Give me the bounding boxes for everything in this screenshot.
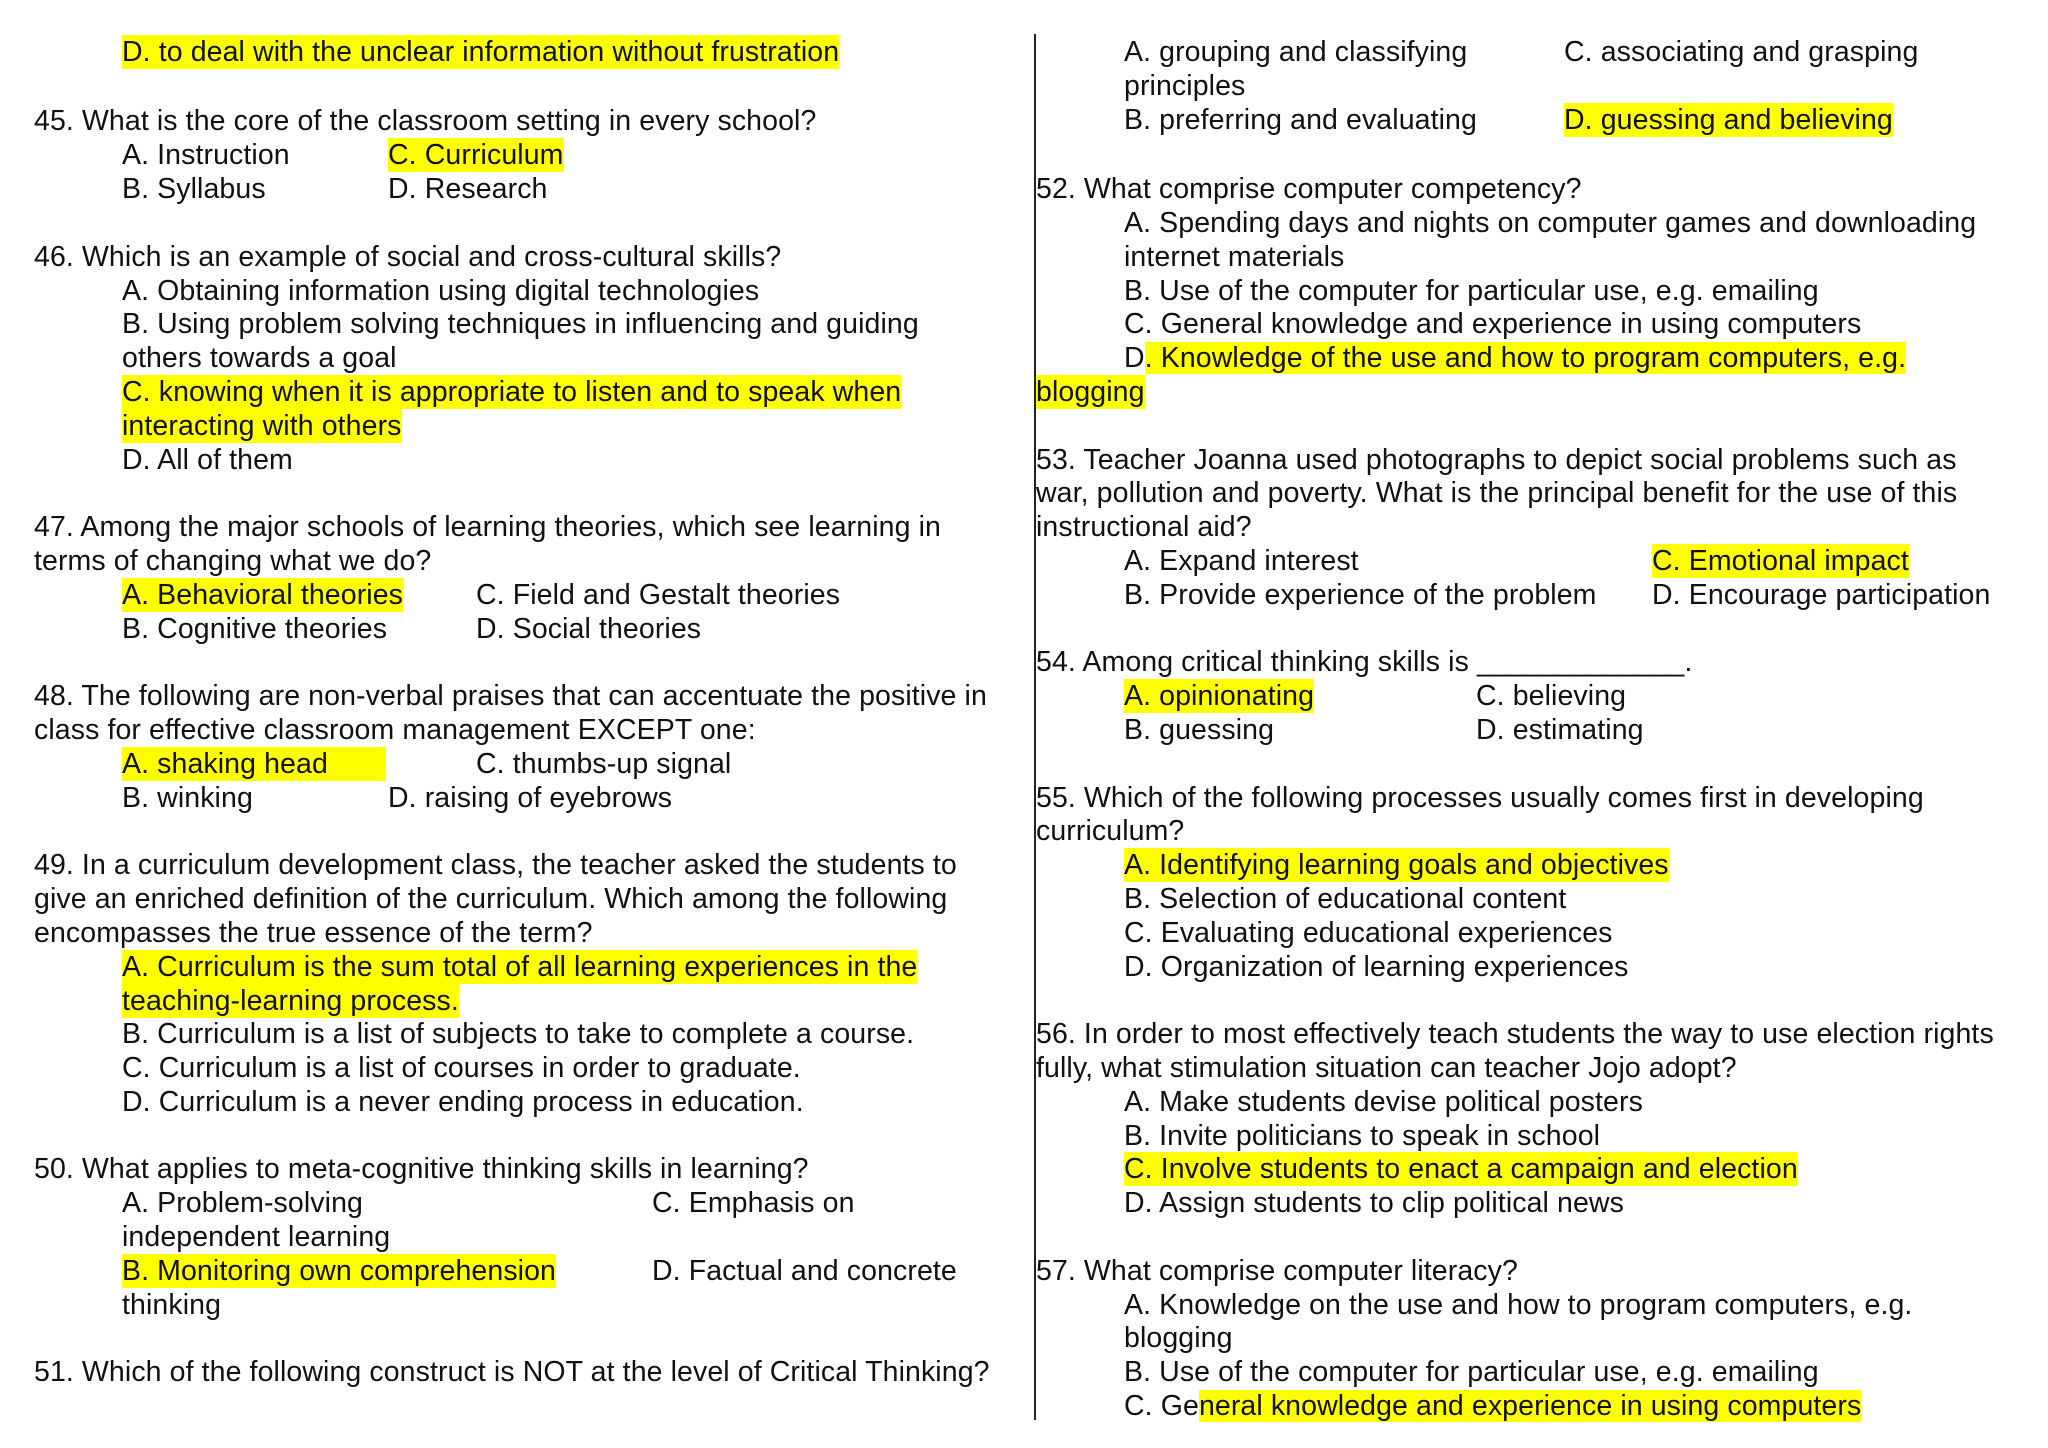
q47-option-a: A. Behavioral theories <box>122 579 404 611</box>
q51-option-a-line2: principles <box>1124 70 1246 102</box>
q52-option-d <box>1124 341 1906 375</box>
q49-option-b: B. Curriculum is a list of subjects to take to complete a course. <box>122 1018 915 1050</box>
q46-option-c-line2: interacting with others <box>122 410 402 442</box>
q48-option-d: D. raising of eyebrows <box>388 782 673 814</box>
q57-question: 57. What comprise computer literacy? <box>1036 1255 1518 1287</box>
q46-option-a: A. Obtaining information using digital technologies <box>122 275 760 307</box>
q52-option-d-rest: . Knowledge of the use and how to program computers, e.g. <box>1144 342 1907 374</box>
q50-option-d-cont: thinking <box>122 1289 222 1321</box>
q45-option-c: C. Curriculum <box>388 139 564 171</box>
q47-option-d: D. Social theories <box>476 613 702 645</box>
q50-option-b: B. Monitoring own comprehension <box>122 1255 556 1287</box>
q54-option-a: A. opinionating <box>1124 680 1315 712</box>
q50-option-c-cont: independent learning <box>122 1221 391 1253</box>
q50-option-d: D. Factual and concrete <box>652 1255 957 1287</box>
q48-question-line2: class for effective classroom management EXCEPT one: <box>34 714 756 746</box>
q57-option-a-line1: A. Knowledge on the use and how to program computers, e.g. <box>1124 1289 1913 1321</box>
q56-question-line1: 56. In order to most effectively teach students the way to use election rights <box>1036 1018 1994 1050</box>
q49-option-a-line1: A. Curriculum is the sum total of all learning experiences in the <box>122 951 918 983</box>
q52-option-a-line2: internet materials <box>1124 241 1345 273</box>
q57-option-c-prefix: C. Ge <box>1124 1390 1199 1422</box>
q45-option-a: A. Instruction <box>122 139 290 171</box>
q53-option-c: C. Emotional impact <box>1652 545 1909 577</box>
q57-option-c <box>1124 1389 1861 1423</box>
q47-option-c: C. Field and Gestalt theories <box>476 579 841 611</box>
column-divider <box>1034 34 1036 1420</box>
q46-option-b-line2: others towards a goal <box>122 342 397 374</box>
q51-option-b: B. preferring and evaluating <box>1124 104 1477 136</box>
q54-option-b: B. guessing <box>1124 714 1275 746</box>
q50-option-a: A. Problem-solving <box>122 1187 363 1219</box>
q51-option-d: D. guessing and believing <box>1564 104 1893 136</box>
q49-option-a-line2: teaching-learning process. <box>122 985 459 1017</box>
q54-option-c: C. believing <box>1476 680 1627 712</box>
q48-option-b: B. winking <box>122 782 253 814</box>
q55-question-line1: 55. Which of the following processes usually comes first in developing <box>1036 782 1924 814</box>
q47-question-line1: 47. Among the major schools of learning theories, which see learning in <box>34 511 941 543</box>
q54-question: 54. Among critical thinking skills is _____________. <box>1036 646 1693 678</box>
q53-question-line2: war, pollution and poverty. What is the principal benefit for the use of this <box>1036 477 1958 509</box>
q49-option-c: C. Curriculum is a list of courses in order to graduate. <box>122 1052 801 1084</box>
q52-option-a-line1: A. Spending days and nights on computer games and downloading <box>1124 207 1977 239</box>
q55-option-d: D. Organization of learning experiences <box>1124 951 1629 983</box>
q48-option-a: A. shaking head <box>122 747 386 781</box>
q52-option-d-prefix: D <box>1124 342 1145 374</box>
q45-option-b: B. Syllabus <box>122 173 266 205</box>
q51-question: 51. Which of the following construct is NOT at the level of Critical Thinking? <box>34 1356 990 1388</box>
q53-option-a: A. Expand interest <box>1124 545 1359 577</box>
q52-option-d-line2: blogging <box>1036 376 1145 408</box>
q55-option-c: C. Evaluating educational experiences <box>1124 917 1613 949</box>
q49-question-line3: encompasses the true essence of the term? <box>34 917 593 949</box>
q56-question-line2: fully, what stimulation situation can teacher Jojo adopt? <box>1036 1052 1737 1084</box>
q55-question-line2: curriculum? <box>1036 815 1185 847</box>
q49-option-d: D. Curriculum is a never ending process in education. <box>122 1086 804 1118</box>
q55-option-b: B. Selection of educational content <box>1124 883 1567 915</box>
q50-question: 50. What applies to meta-cognitive thinking skills in learning? <box>34 1153 809 1185</box>
q57-option-a-line2: blogging <box>1124 1322 1233 1354</box>
q46-option-d: D. All of them <box>122 444 293 476</box>
q47-option-b: B. Cognitive theories <box>122 613 388 645</box>
q45-question: 45. What is the core of the classroom setting in every school? <box>34 105 817 137</box>
q51-option-c: C. associating and grasping <box>1564 36 1919 68</box>
q48-option-c: C. thumbs-up signal <box>476 748 732 780</box>
q49-question-line2: give an enriched definition of the curriculum. Which among the following <box>34 883 948 915</box>
q54-option-d: D. estimating <box>1476 714 1644 746</box>
q48-question-line1: 48. The following are non-verbal praises that can accentuate the positive in <box>34 680 987 712</box>
q46-option-b-line1: B. Using problem solving techniques in influencing and guiding <box>122 308 919 340</box>
q51-option-a-line1: A. grouping and classifying <box>1124 36 1468 68</box>
q53-option-b: B. Provide experience of the problem <box>1124 579 1597 611</box>
q47-question-line2: terms of changing what we do? <box>34 545 432 577</box>
q57-option-b: B. Use of the computer for particular use, e.g. emailing <box>1124 1356 1819 1388</box>
q45-option-d: D. Research <box>388 173 548 205</box>
q50-option-c: C. Emphasis on <box>652 1187 855 1219</box>
q56-option-d: D. Assign students to clip political news <box>1124 1187 1624 1219</box>
q57-option-c-rest: neral knowledge and experience in using computers <box>1198 1390 1862 1422</box>
q52-question: 52. What comprise computer competency? <box>1036 173 1582 205</box>
q52-option-b: B. Use of the computer for particular use, e.g. emailing <box>1124 275 1819 307</box>
q52-option-c: C. General knowledge and experience in using computers <box>1124 308 1862 340</box>
q53-question-line3: instructional aid? <box>1036 511 1252 543</box>
q46-option-c-line1: C. knowing when it is appropriate to listen and to speak when <box>122 376 902 408</box>
q53-option-d: D. Encourage participation <box>1652 579 1991 611</box>
q56-option-b: B. Invite politicians to speak in school <box>1124 1120 1601 1152</box>
prev-answer-d: D. to deal with the unclear information without frustration <box>122 36 840 68</box>
q55-option-a: A. Identifying learning goals and objectives <box>1124 849 1669 881</box>
q49-question-line1: 49. In a curriculum development class, the teacher asked the students to <box>34 849 957 881</box>
q56-option-c: C. Involve students to enact a campaign and election <box>1124 1153 1798 1185</box>
q56-option-a: A. Make students devise political posters <box>1124 1086 1643 1118</box>
q46-question: 46. Which is an example of social and cross-cultural skills? <box>34 241 782 273</box>
q53-question-line1: 53. Teacher Joanna used photographs to depict social problems such as <box>1036 444 1957 476</box>
